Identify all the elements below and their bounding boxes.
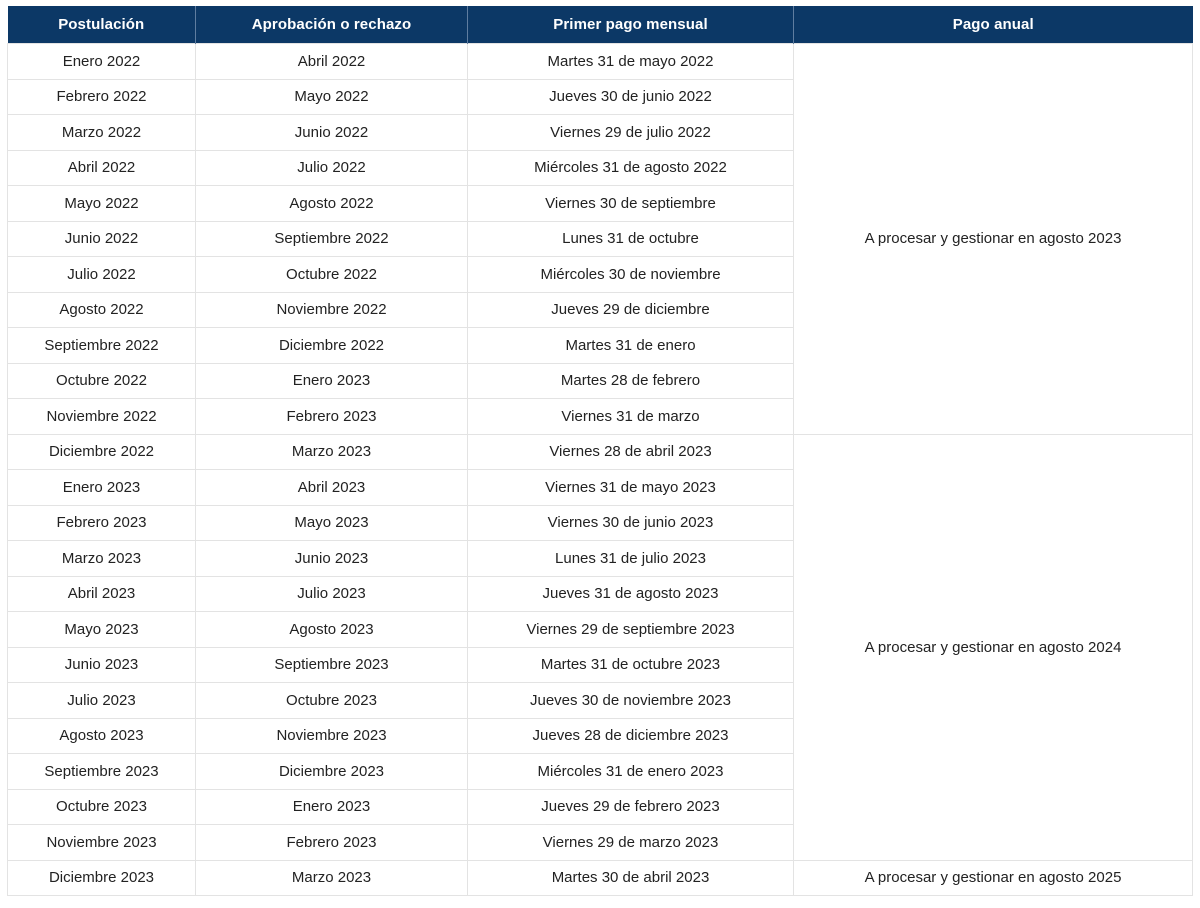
cell-postulacion: Mayo 2023 xyxy=(8,612,196,648)
cell-postulacion: Noviembre 2022 xyxy=(8,399,196,435)
cell-postulacion: Junio 2023 xyxy=(8,647,196,683)
cell-pago-anual: A procesar y gestionar en agosto 2023 xyxy=(794,44,1193,435)
cell-aprobacion: Diciembre 2022 xyxy=(196,328,468,364)
cell-aprobacion: Julio 2022 xyxy=(196,150,468,186)
cell-primer-pago: Jueves 28 de diciembre 2023 xyxy=(468,718,794,754)
cell-postulacion: Enero 2022 xyxy=(8,44,196,80)
payment-schedule-table-container xyxy=(7,6,1192,896)
cell-aprobacion: Enero 2023 xyxy=(196,363,468,399)
cell-aprobacion: Marzo 2023 xyxy=(196,860,468,896)
cell-postulacion: Agosto 2022 xyxy=(8,292,196,328)
cell-primer-pago: Viernes 28 de abril 2023 xyxy=(468,434,794,470)
cell-primer-pago: Jueves 29 de diciembre xyxy=(468,292,794,328)
cell-primer-pago: Miércoles 31 de agosto 2022 xyxy=(468,150,794,186)
cell-aprobacion: Julio 2023 xyxy=(196,576,468,612)
cell-postulacion: Junio 2022 xyxy=(8,221,196,257)
cell-primer-pago: Lunes 31 de octubre xyxy=(468,221,794,257)
cell-postulacion: Diciembre 2022 xyxy=(8,434,196,470)
payment-schedule-table xyxy=(7,6,1193,896)
cell-aprobacion: Febrero 2023 xyxy=(196,399,468,435)
cell-aprobacion: Noviembre 2023 xyxy=(196,718,468,754)
cell-aprobacion: Noviembre 2022 xyxy=(196,292,468,328)
cell-primer-pago: Viernes 29 de marzo 2023 xyxy=(468,825,794,861)
cell-primer-pago: Jueves 31 de agosto 2023 xyxy=(468,576,794,612)
header-postulacion: Postulación xyxy=(8,6,196,44)
cell-primer-pago: Martes 31 de mayo 2022 xyxy=(468,44,794,80)
cell-postulacion: Julio 2023 xyxy=(8,683,196,719)
cell-postulacion: Mayo 2022 xyxy=(8,186,196,222)
table-row xyxy=(8,434,1193,470)
table-body xyxy=(8,44,1193,896)
cell-aprobacion: Febrero 2023 xyxy=(196,825,468,861)
cell-postulacion: Diciembre 2023 xyxy=(8,860,196,896)
cell-aprobacion: Agosto 2022 xyxy=(196,186,468,222)
cell-aprobacion: Diciembre 2023 xyxy=(196,754,468,790)
cell-aprobacion: Marzo 2023 xyxy=(196,434,468,470)
cell-postulacion: Septiembre 2022 xyxy=(8,328,196,364)
cell-primer-pago: Viernes 29 de julio 2022 xyxy=(468,115,794,151)
cell-primer-pago: Lunes 31 de julio 2023 xyxy=(468,541,794,577)
cell-primer-pago: Viernes 31 de marzo xyxy=(468,399,794,435)
cell-primer-pago: Viernes 31 de mayo 2023 xyxy=(468,470,794,506)
cell-postulacion: Julio 2022 xyxy=(8,257,196,293)
table-header-row xyxy=(8,6,1193,44)
cell-primer-pago: Martes 31 de enero xyxy=(468,328,794,364)
cell-aprobacion: Mayo 2022 xyxy=(196,79,468,115)
cell-aprobacion: Junio 2023 xyxy=(196,541,468,577)
table-row xyxy=(8,860,1193,896)
cell-aprobacion: Abril 2023 xyxy=(196,470,468,506)
cell-postulacion: Agosto 2023 xyxy=(8,718,196,754)
cell-aprobacion: Enero 2023 xyxy=(196,789,468,825)
cell-primer-pago: Jueves 29 de febrero 2023 xyxy=(468,789,794,825)
cell-aprobacion: Septiembre 2022 xyxy=(196,221,468,257)
cell-primer-pago: Miércoles 30 de noviembre xyxy=(468,257,794,293)
cell-postulacion: Abril 2023 xyxy=(8,576,196,612)
cell-aprobacion: Agosto 2023 xyxy=(196,612,468,648)
cell-primer-pago: Jueves 30 de junio 2022 xyxy=(468,79,794,115)
header-pago-anual: Pago anual xyxy=(794,6,1193,44)
cell-postulacion: Enero 2023 xyxy=(8,470,196,506)
header-primer-pago: Primer pago mensual xyxy=(468,6,794,44)
cell-pago-anual: A procesar y gestionar en agosto 2024 xyxy=(794,434,1193,860)
header-aprobacion: Aprobación o rechazo xyxy=(196,6,468,44)
cell-primer-pago: Viernes 29 de septiembre 2023 xyxy=(468,612,794,648)
cell-aprobacion: Abril 2022 xyxy=(196,44,468,80)
cell-primer-pago: Martes 31 de octubre 2023 xyxy=(468,647,794,683)
cell-postulacion: Octubre 2023 xyxy=(8,789,196,825)
cell-primer-pago: Jueves 30 de noviembre 2023 xyxy=(468,683,794,719)
table-row xyxy=(8,44,1193,80)
cell-aprobacion: Junio 2022 xyxy=(196,115,468,151)
cell-primer-pago: Miércoles 31 de enero 2023 xyxy=(468,754,794,790)
cell-aprobacion: Octubre 2022 xyxy=(196,257,468,293)
cell-primer-pago: Viernes 30 de junio 2023 xyxy=(468,505,794,541)
cell-postulacion: Febrero 2023 xyxy=(8,505,196,541)
cell-postulacion: Abril 2022 xyxy=(8,150,196,186)
cell-aprobacion: Octubre 2023 xyxy=(196,683,468,719)
cell-primer-pago: Viernes 30 de septiembre xyxy=(468,186,794,222)
cell-primer-pago: Martes 28 de febrero xyxy=(468,363,794,399)
cell-postulacion: Noviembre 2023 xyxy=(8,825,196,861)
cell-aprobacion: Mayo 2023 xyxy=(196,505,468,541)
cell-postulacion: Septiembre 2023 xyxy=(8,754,196,790)
cell-postulacion: Marzo 2022 xyxy=(8,115,196,151)
cell-pago-anual: A procesar y gestionar en agosto 2025 xyxy=(794,860,1193,896)
cell-aprobacion: Septiembre 2023 xyxy=(196,647,468,683)
cell-postulacion: Octubre 2022 xyxy=(8,363,196,399)
cell-postulacion: Marzo 2023 xyxy=(8,541,196,577)
cell-primer-pago: Martes 30 de abril 2023 xyxy=(468,860,794,896)
cell-postulacion: Febrero 2022 xyxy=(8,79,196,115)
